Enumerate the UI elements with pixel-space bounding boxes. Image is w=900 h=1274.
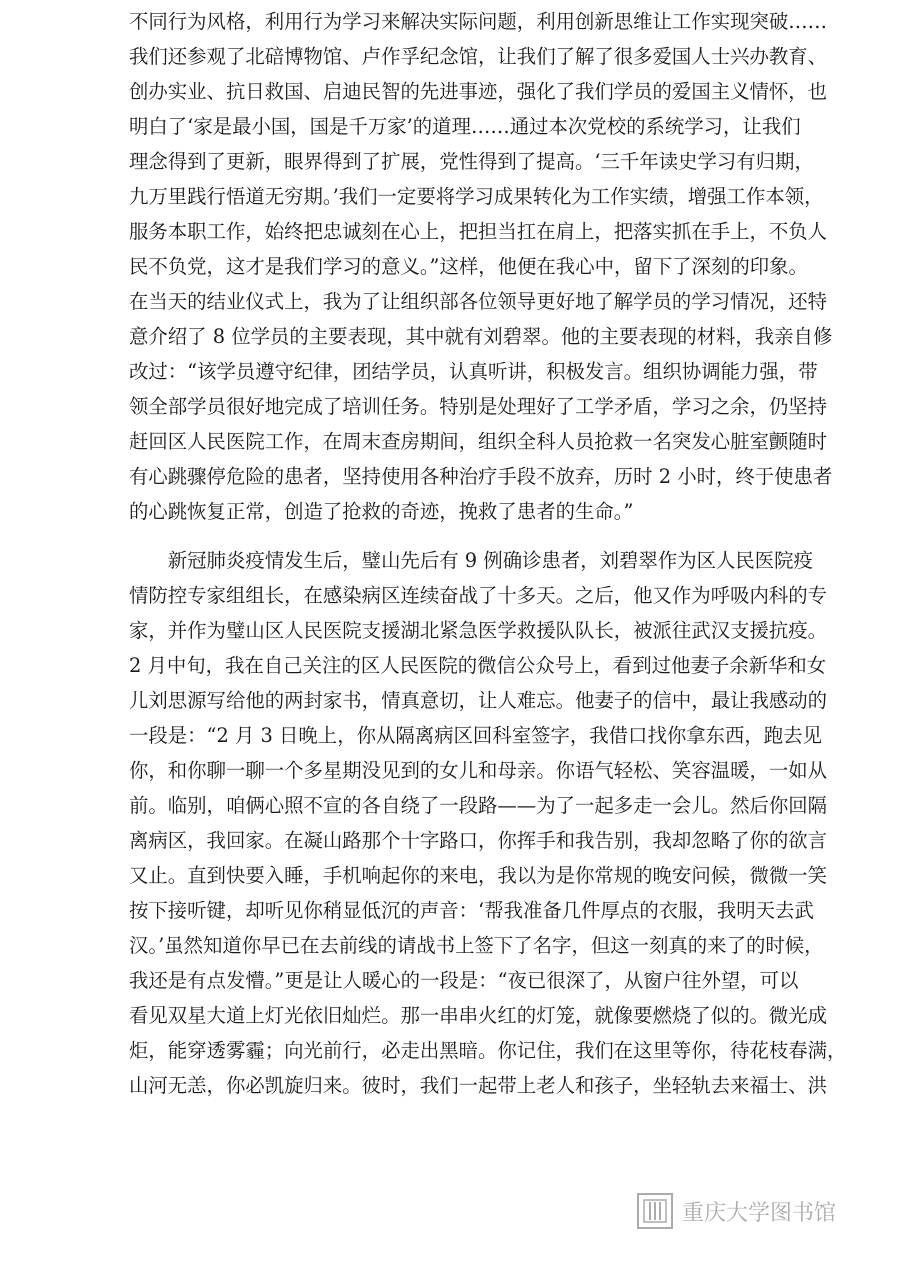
text-line: 又止。直到快要入睡，手机响起你的来电，我以为是你常规的晚安问候，微微一笑 [129,864,828,887]
text-line: 创办实业、抗日救国、启迪民智的先进事迹，强化了我们学员的爱国主义情怀，也 [129,80,828,103]
text-line: 2 月中旬，我在自己关注的区人民医院的微信公众号上，看到过他妻子余新华和女 [129,654,827,677]
text-line: 的心跳恢复正常，创造了抢救的奇迹，挽救了患者的生命。” [129,500,634,523]
library-watermark [636,1188,836,1234]
text-line: 九万里践行悟道无穷期。’我们一定要将学习成果转化为工作实绩，增强工作本领， [129,185,824,208]
text-line: 家，并作为璧山区人民医院支援湖北紧急医学救援队队长，被派往武汉支援抗疫。 [129,619,828,642]
text-line: 明白了‘家是最小国，国是千万家’的道理……通过本次党校的系统学习，让我们 [129,115,801,138]
text-line: 服务本职工作，始终把忠诚刻在心上，把担当扛在肩上，把落实抓在手上，不负人 [129,220,828,243]
text-line: 前。临别，咱俩心照不宣的各自绕了一段路——为了一起多走一会儿。然后你回隔 [129,794,828,817]
text-line: 改过：“该学员遵守纪律，团结学员，认真听讲，积极发言。组织协调能力强，带 [129,360,818,383]
body-text [129,4,847,1103]
text-line: 新冠肺炎疫情发生后，璧山先后有 9 例确诊患者，刘碧翠作为区人民医院疫 [129,549,813,572]
text-line: 你，和你聊一聊一个多星期没见到的女儿和母亲。你语气轻松、笑容温暖，一如从 [129,759,828,782]
text-line: 有心跳骤停危险的患者，坚持使用各种治疗手段不放弃，历时 2 小时，终于使患者 [129,465,833,488]
text-line: 在当天的结业仪式上，我为了让组织部各位领导更好地了解学员的学习情况，还特 [129,290,828,313]
text-line: 赶回区人民医院工作，在周末查房期间，组织全科人员抢救一名突发心脏室颤随时 [129,430,828,453]
text-line: 我们还参观了北碚博物馆、卢作孚纪念馆，让我们了解了很多爱国人士兴办教育、 [129,45,828,68]
watermark-text: 重庆大学图书馆 [682,1200,837,1226]
text-line: 一段是：“2 月 3 日晚上，你从隔离病区回科室签字，我借口找你拿东西，跑去见 [129,724,822,747]
text-line: 理念得到了更新，眼界得到了扩展，党性得到了提高。‘三千年读史学习有归期， [129,150,814,173]
text-line: 情防控专家组组长，在感染病区连续奋战了十多天。之后，他又作为呼吸内科的专 [129,584,828,607]
text-line: 民不负党，这才是我们学习的意义。”这样，他便在我心中，留下了深刻的印象。 [129,255,808,278]
text-line: 汉。’虽然知道你早已在去前线的请战书上签下了名字，但这一刻真的来了的时候， [129,934,824,957]
text-line: 山河无恙，你必凯旋归来。彼时，我们一起带上老人和孩子，坐轻轨去来福士、洪 [129,1074,828,1097]
text-line: 离病区，我回家。在凝山路那个十字路口，你挥手和我告别，我却忽略了你的欲言 [129,829,828,852]
text-line: 我还是有点发懵。”更是让人暖心的一段是：“夜已很深了，从窗户往外望，可以 [129,969,799,992]
library-logo-icon [636,1192,674,1230]
text-line: 炬，能穿透雾霾；向光前行，必走出黑暗。你记住，我们在这里等你，待花枝春满， [129,1039,847,1062]
text-line: 儿刘思源写给他的两封家书，情真意切，让人难忘。他妻子的信中，最让我感动的 [129,689,828,712]
text-line: 领全部学员很好地完成了培训任务。特别是处理好了工学矛盾，学习之余，仍坚持 [129,395,828,418]
text-line: 不同行为风格，利用行为学习来解决实际问题，利用创新思维让工作实现突破…… [129,10,828,33]
text-line: 看见双星大道上灯光依旧灿烂。那一串串火红的灯笼，就像要燃烧了似的。微光成 [129,1004,828,1027]
text-line: 按下接听键，却听见你稍显低沉的声音：‘帮我准备几件厚点的衣服，我明天去武 [129,899,814,922]
text-line: 意介绍了 8 位学员的主要表现，其中就有刘碧翠。他的主要表现的材料，我亲自修 [129,325,833,348]
